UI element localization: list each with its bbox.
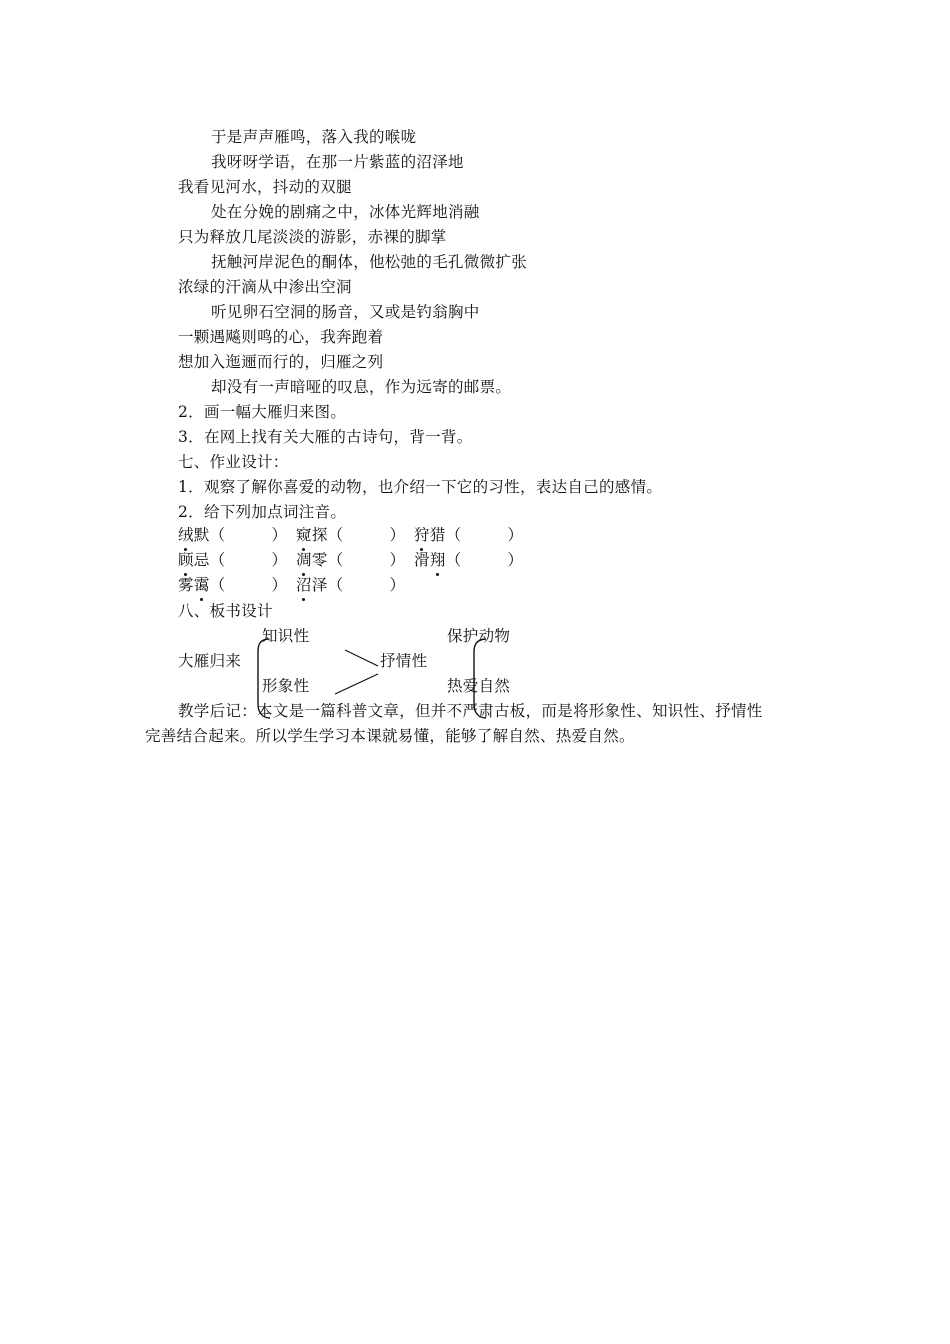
word-8-dotted-char: 沼 xyxy=(296,576,312,594)
poem-line-9: 一颗遇飚则鸣的心，我奔跑着 xyxy=(178,328,384,346)
word-3-dotted-char: 狩 xyxy=(414,526,430,544)
board-lyric: 抒情性 xyxy=(380,652,428,670)
answer-blank-6[interactable]: （ ） xyxy=(445,551,524,569)
word-1-char: 默 xyxy=(193,526,210,544)
answer-blank-7[interactable]: （ ） xyxy=(209,576,288,594)
poem-line-7: 浓绿的汗滴从中渗出空洞 xyxy=(178,278,352,296)
word-7-dotted-char: 霭 xyxy=(193,576,210,594)
word-4-dotted-char: 顾 xyxy=(178,551,194,569)
word-7-char: 雾 xyxy=(178,576,194,594)
word-5-dotted-char: 凋 xyxy=(296,551,312,569)
board-title: 大雁归来 xyxy=(178,652,242,670)
word-2-dotted-char: 窥 xyxy=(296,526,312,544)
poem-line-10: 想加入迤逦而行的，归雁之列 xyxy=(178,353,384,371)
answer-blank-3[interactable]: （ ） xyxy=(445,526,524,544)
board-love: 热爱自然 xyxy=(447,677,511,695)
connector-top xyxy=(345,650,378,666)
poem-line-2: 我呀呀学语，在那一片紫蓝的沼泽地 xyxy=(211,153,464,171)
board-knowledge: 知识性 xyxy=(262,627,310,645)
poem-line-6: 抚触河岸泥色的酮体，他松弛的毛孔微微扩张 xyxy=(211,253,528,271)
connector-bottom xyxy=(335,674,378,694)
word-3-char: 猎 xyxy=(429,526,446,544)
answer-blank-8[interactable]: （ ） xyxy=(327,576,406,594)
answer-blank-5[interactable]: （ ） xyxy=(327,551,406,569)
board-image: 形象性 xyxy=(262,677,310,695)
task-2: 2．画一幅大雁归来图。 xyxy=(178,403,347,421)
word-6-char: 滑 xyxy=(414,551,430,569)
poem-line-4: 处在分娩的剧痛之中，冰体光辉地消融 xyxy=(211,203,480,221)
board-protect: 保护动物 xyxy=(447,627,511,645)
answer-blank-1[interactable]: （ ） xyxy=(209,526,288,544)
word-8-char: 泽 xyxy=(311,576,328,594)
homework-q2: 2．给下列加点词注音。 xyxy=(178,503,347,521)
word-1-dotted-char: 绒 xyxy=(178,526,194,544)
word-4-char: 忌 xyxy=(193,551,210,569)
poem-line-11: 却没有一声暗哑的叹息，作为远寄的邮票。 xyxy=(211,378,512,396)
answer-blank-4[interactable]: （ ） xyxy=(209,551,288,569)
poem-line-5: 只为释放几尾淡淡的游影，赤裸的脚掌 xyxy=(178,228,447,246)
board-heading: 八、板书设计 xyxy=(178,602,273,620)
homework-q1: 1．观察了解你喜爱的动物，也介绍一下它的习性，表达自己的感情。 xyxy=(178,478,663,496)
poem-line-1: 于是声声雁鸣，落入我的喉咙 xyxy=(211,128,417,146)
poem-line-3: 我看见河水，抖动的双腿 xyxy=(178,178,352,196)
postscript-line-1: 教学后记：本文是一篇科普文章，但并不严肃古板，而是将形象性、知识性、抒情性 xyxy=(178,702,763,720)
poem-line-8: 听见卵石空洞的肠音，又或是钓翁胸中 xyxy=(211,303,480,321)
word-2-char: 探 xyxy=(311,526,328,544)
answer-blank-2[interactable]: （ ） xyxy=(327,526,406,544)
task-3: 3．在网上找有关大雁的古诗句，背一背。 xyxy=(178,428,473,446)
homework-heading: 七、作业设计： xyxy=(178,453,289,471)
word-6-dotted-char: 翔 xyxy=(429,551,446,569)
word-5-char: 零 xyxy=(311,551,328,569)
postscript-line-2: 完善结合起来。所以学生学习本课就易懂，能够了解自然、热爱自然。 xyxy=(145,727,635,745)
